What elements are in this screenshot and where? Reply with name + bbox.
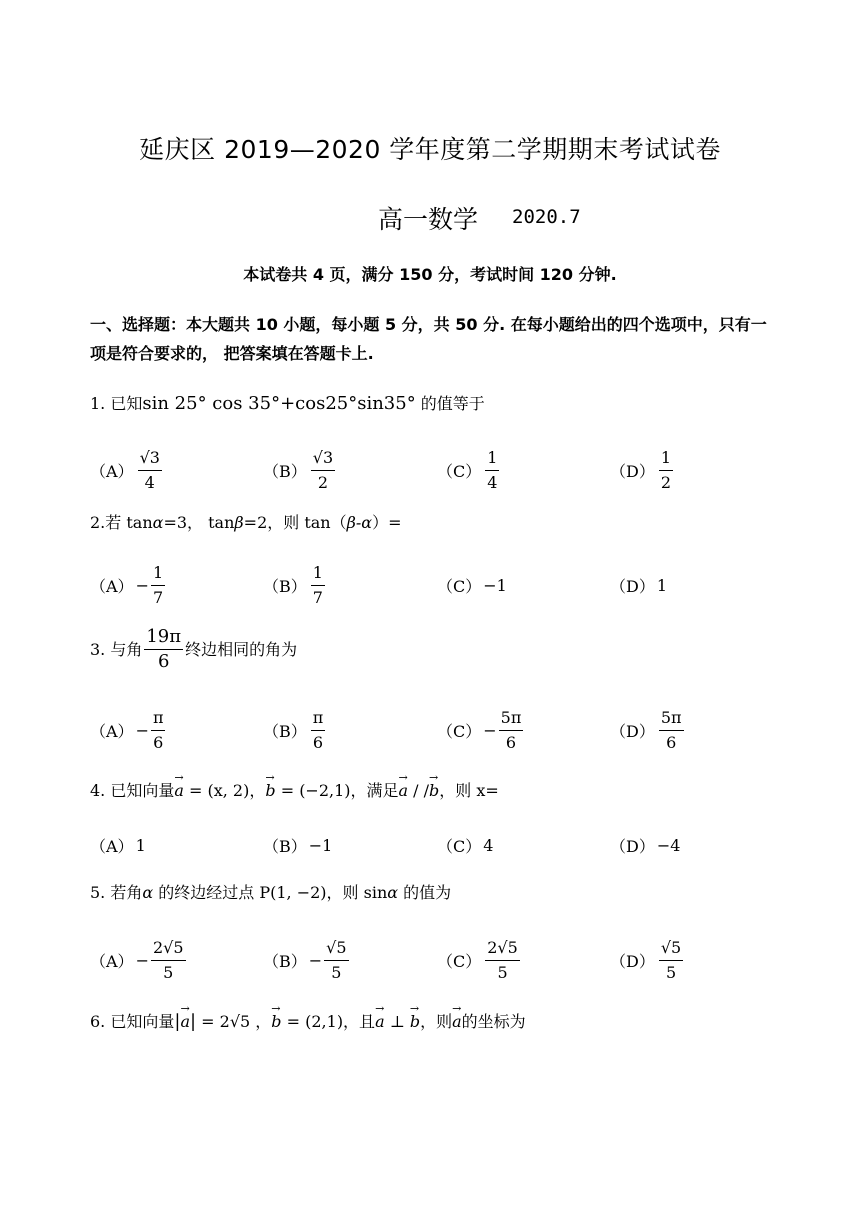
option-value: −1 bbox=[308, 835, 333, 855]
numerator: 2√5 bbox=[151, 938, 186, 961]
option-label: （D） bbox=[610, 951, 655, 971]
q2-eq2: =2，则 tan（ bbox=[243, 513, 347, 532]
fraction bbox=[144, 627, 183, 672]
denominator: 4 bbox=[144, 472, 155, 492]
numerator: √5 bbox=[659, 938, 683, 961]
q6-lead: 6. 已知向量 bbox=[90, 1012, 175, 1031]
fraction bbox=[138, 448, 162, 493]
sign: − bbox=[308, 950, 323, 970]
option-label: （C） bbox=[437, 836, 482, 856]
q2-close: ）= bbox=[372, 513, 402, 532]
denominator: 4 bbox=[487, 472, 498, 492]
q4-a-value: = (x, 2)， bbox=[183, 781, 266, 800]
fraction bbox=[499, 708, 524, 753]
numerator: √3 bbox=[138, 448, 162, 471]
q5-lead: 5. 若角 bbox=[90, 883, 143, 902]
numerator: π bbox=[151, 708, 166, 731]
numerator: √5 bbox=[324, 938, 348, 961]
fraction bbox=[324, 938, 348, 983]
numerator: √3 bbox=[311, 448, 335, 471]
q4-option-c bbox=[437, 820, 493, 870]
numerator: π bbox=[311, 708, 326, 731]
option-label: （C） bbox=[437, 951, 482, 971]
q6-mid: ，则 bbox=[420, 1012, 453, 1031]
option-label: （A） bbox=[90, 721, 134, 741]
option-label: （A） bbox=[90, 836, 134, 856]
q4-tail: ，则 x= bbox=[439, 781, 499, 800]
q2-option-a bbox=[90, 560, 167, 610]
sign: − bbox=[483, 720, 497, 740]
option-label: （C） bbox=[437, 461, 482, 481]
fraction bbox=[151, 938, 186, 983]
q4-option-a bbox=[90, 820, 146, 870]
option-label: （D） bbox=[610, 461, 655, 481]
q3-tail: 终边相同的角为 bbox=[185, 639, 298, 659]
option-label: （B） bbox=[263, 951, 307, 971]
option-value: 1 bbox=[656, 575, 668, 595]
q2-alpha: α bbox=[152, 513, 164, 532]
denominator: 2 bbox=[317, 472, 329, 492]
exam-title: 延庆区 2019—2020 学年度第二学期期末考试试卷 bbox=[139, 135, 721, 164]
option-label: （D） bbox=[610, 576, 655, 596]
numerator: 5π bbox=[659, 708, 684, 731]
modulus-bar: | bbox=[174, 1011, 181, 1032]
q5-option-b bbox=[263, 935, 351, 985]
denominator: 7 bbox=[312, 587, 323, 607]
fraction bbox=[659, 448, 673, 493]
q2-option-d bbox=[610, 560, 667, 610]
denominator: 6 bbox=[505, 732, 517, 752]
numerator: 19π bbox=[144, 627, 183, 650]
q3-option-a bbox=[90, 705, 167, 755]
q2-option-c bbox=[437, 560, 507, 610]
denominator: 7 bbox=[152, 587, 164, 607]
vector-a: → a bbox=[452, 1011, 462, 1033]
q2-lead: 2.若 tan bbox=[90, 513, 153, 532]
option-label: （C） bbox=[437, 721, 482, 741]
q5-tail: 的值为 bbox=[398, 883, 452, 902]
q5-mid: 的终边经过点 P(1, −2)，则 sin bbox=[153, 883, 388, 902]
fraction bbox=[485, 448, 499, 493]
q1-tail: 的值等于 bbox=[415, 394, 485, 413]
q3-option-c bbox=[437, 705, 525, 755]
vector-b: → b bbox=[410, 1011, 420, 1033]
option-label: （A） bbox=[90, 576, 134, 596]
q1-option-a bbox=[90, 445, 164, 495]
fraction bbox=[485, 938, 520, 983]
exam-info: 本试卷共 4 页，满分 150 分，考试时间 120 分钟. bbox=[243, 265, 617, 284]
q2-option-b bbox=[263, 560, 327, 610]
vector-a: → a bbox=[180, 1011, 190, 1033]
q6-b-value: = (2,1)，且 bbox=[281, 1012, 376, 1031]
option-label: （B） bbox=[263, 721, 307, 741]
q3-option-b bbox=[263, 705, 327, 755]
subject-title: 高一数学 bbox=[378, 205, 479, 234]
fraction bbox=[659, 708, 684, 753]
numerator: 1 bbox=[311, 563, 325, 586]
numerator: 1 bbox=[485, 448, 499, 471]
question-1 bbox=[90, 393, 485, 415]
parallel-symbol: / / bbox=[408, 781, 430, 800]
q4-option-b bbox=[263, 820, 332, 870]
q2-inner: β-α bbox=[346, 513, 373, 532]
denominator: 2 bbox=[660, 472, 672, 492]
denominator: 5 bbox=[331, 962, 342, 982]
q3-lead: 3. 与角 bbox=[90, 639, 143, 659]
denominator: 6 bbox=[158, 651, 170, 672]
denominator: 6 bbox=[153, 732, 164, 752]
option-label: （D） bbox=[610, 836, 655, 856]
numerator: 1 bbox=[659, 448, 673, 471]
section-instructions: 一、选择题：本大题共 10 小题，每小题 5 分，共 50 分. 在每小题给出的四个选项中，只有一项是符合要求的， 把答案填在答题卡上. bbox=[90, 315, 767, 363]
option-value: 1 bbox=[135, 835, 146, 855]
q5-alpha: α bbox=[387, 883, 399, 902]
vector-a: → a bbox=[375, 1011, 385, 1033]
fraction bbox=[151, 708, 166, 753]
vector-b: → b bbox=[271, 1011, 281, 1033]
question-6 bbox=[90, 1011, 526, 1033]
q1-expression: sin 25° cos 35°+cos25°sin35° bbox=[142, 393, 416, 414]
sign: − bbox=[135, 950, 149, 970]
option-label: （D） bbox=[610, 721, 655, 741]
q2-eq1: =3， tan bbox=[163, 513, 235, 532]
q4-option-d bbox=[610, 820, 680, 870]
numerator: 5π bbox=[499, 708, 524, 731]
denominator: 5 bbox=[163, 962, 174, 982]
denominator: 5 bbox=[665, 962, 677, 982]
option-label: （A） bbox=[90, 951, 134, 971]
q6-tail: 的坐标为 bbox=[461, 1012, 526, 1031]
q5-option-a bbox=[90, 935, 188, 985]
sign: − bbox=[135, 720, 149, 740]
vector-a: → a bbox=[174, 780, 184, 802]
q5-option-c bbox=[437, 935, 522, 985]
option-label: （B） bbox=[263, 576, 307, 596]
modulus-bar: | bbox=[189, 1011, 197, 1032]
perpendicular-symbol: ⊥ bbox=[384, 1012, 410, 1031]
option-value: −4 bbox=[656, 835, 681, 855]
fraction bbox=[151, 563, 165, 608]
q1-option-c bbox=[437, 445, 501, 495]
denominator: 6 bbox=[312, 732, 324, 752]
numerator: 1 bbox=[151, 563, 165, 586]
q2-beta: β bbox=[234, 513, 244, 532]
option-value: −1 bbox=[483, 575, 507, 595]
option-label: （B） bbox=[263, 836, 307, 856]
fraction bbox=[311, 448, 335, 493]
vector-a: → a bbox=[399, 780, 409, 802]
q1-option-b bbox=[263, 445, 337, 495]
exam-date: 2020.7 bbox=[512, 206, 581, 228]
denominator: 5 bbox=[497, 962, 508, 982]
question-3 bbox=[90, 627, 297, 672]
q4-lead: 4. 已知向量 bbox=[90, 781, 175, 800]
fraction bbox=[659, 938, 683, 983]
question-2 bbox=[90, 512, 402, 534]
q5-option-d bbox=[610, 935, 685, 985]
q5-alpha: α bbox=[142, 883, 154, 902]
q6-value: = 2√5 ， bbox=[196, 1012, 272, 1031]
option-label: （A） bbox=[90, 461, 134, 481]
fraction bbox=[311, 708, 326, 753]
q1-option-d bbox=[610, 445, 675, 495]
option-label: （C） bbox=[437, 576, 482, 596]
q3-option-d bbox=[610, 705, 686, 755]
denominator: 6 bbox=[666, 732, 677, 752]
vector-b: → b bbox=[265, 780, 275, 802]
fraction bbox=[311, 563, 325, 608]
option-value: 4 bbox=[483, 835, 494, 855]
q4-b-value: = (−2,1)，满足 bbox=[275, 781, 399, 800]
question-5 bbox=[90, 882, 451, 904]
numerator: 2√5 bbox=[485, 938, 520, 961]
vector-b: → b bbox=[429, 780, 439, 802]
q1-lead: 1. 已知 bbox=[90, 394, 143, 413]
sign: − bbox=[135, 575, 149, 595]
option-label: （B） bbox=[263, 461, 307, 481]
question-4 bbox=[90, 780, 499, 802]
